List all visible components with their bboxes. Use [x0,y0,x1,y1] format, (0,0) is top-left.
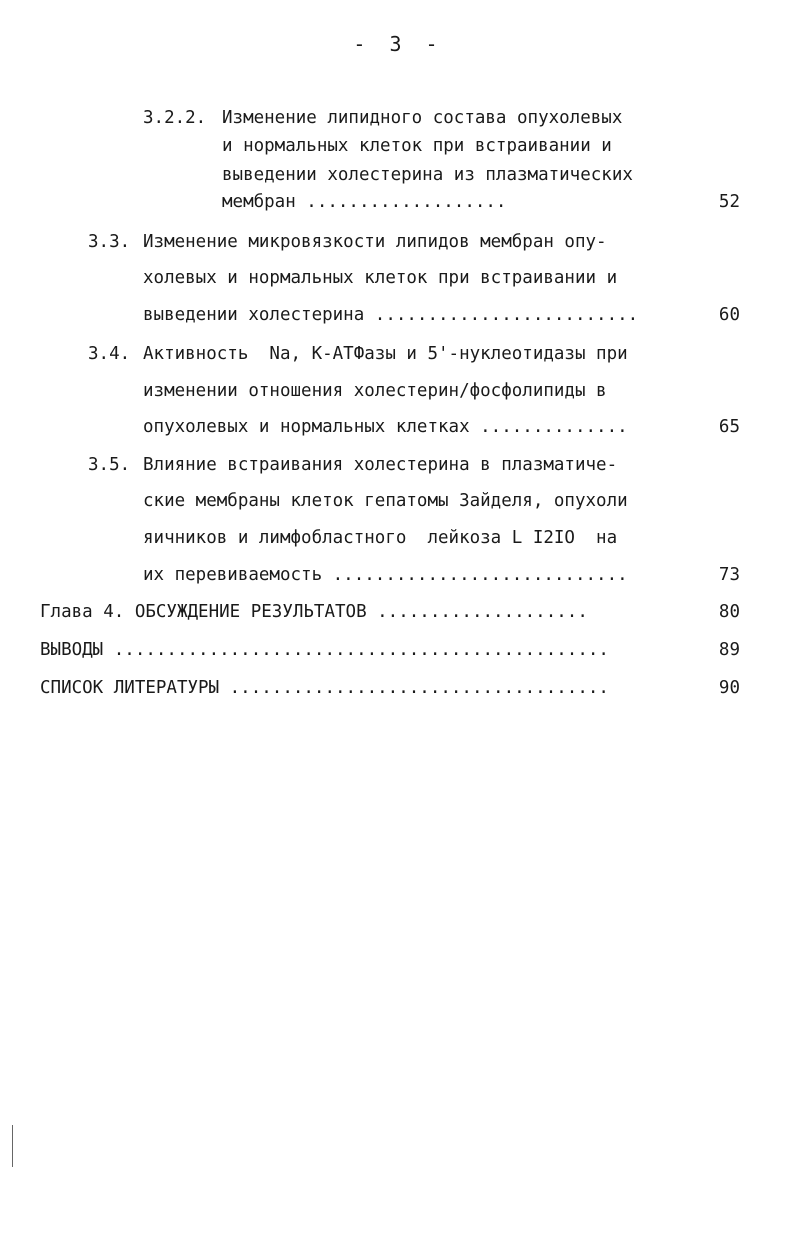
toc-page-3-3: 60 [718,305,740,325]
toc-conclusions: ВЫВОДЫ ............................................... [40,640,609,660]
toc-text-3-2-2-line1: Изменение липидного состава опухолевых [222,108,623,128]
toc-text-3-5-line3: яичников и лимфобластного лейкоза L I2IO на [143,528,618,548]
toc-page-conclusions: 89 [718,640,740,660]
toc-text-3-2-2-line4: мембран ................... [222,192,507,212]
toc-text-3-3-line3: выведении холестерина ......................... [143,305,639,325]
toc-number-3-4: 3.4. [88,344,131,364]
toc-text-3-5-line4: их перевиваемость ............................ [143,565,628,585]
toc-text-3-2-2-line3: выведении холестерина из плазматических [222,165,633,185]
toc-text-3-3-line1: Изменение микровязкости липидов мембран опу- [143,232,607,252]
toc-text-3-4-line2: изменении отношения холестерин/фосфолипиды в [143,381,607,401]
toc-number-3-3: 3.3. [88,232,131,252]
toc-text-3-3-line2: холевых и нормальных клеток при встраивании и [143,268,618,288]
toc-text-3-4-line1: Активность Na, К-АТФазы и 5'-нуклеотидазы при [143,344,628,364]
scan-edge-mark [12,1125,13,1167]
toc-page-3-5: 73 [718,565,740,585]
toc-text-3-4-line3: опухолевых и нормальных клетках .............. [143,417,628,437]
toc-page-3-4: 65 [718,417,740,437]
toc-number-3-2-2: 3.2.2. [143,108,207,128]
toc-page-3-2-2: 52 [718,192,740,212]
toc-chapter-4: Глава 4. ОБСУЖДЕНИЕ РЕЗУЛЬТАТОВ .................... [40,602,588,622]
toc-number-3-5: 3.5. [88,455,131,475]
toc-page-references: 90 [718,678,740,698]
toc-page-chapter-4: 80 [718,602,740,622]
page-number: - 3 - [353,32,444,56]
toc-text-3-5-line1: Влияние встраивания холестерина в плазматиче- [143,455,618,475]
toc-text-3-2-2-line2: и нормальных клеток при встраивании и [222,136,612,156]
toc-text-3-5-line2: ские мембраны клеток гепатомы Зайделя, опухоли [143,491,628,511]
toc-references: СПИСОК ЛИТЕРАТУРЫ .................................... [40,678,609,698]
